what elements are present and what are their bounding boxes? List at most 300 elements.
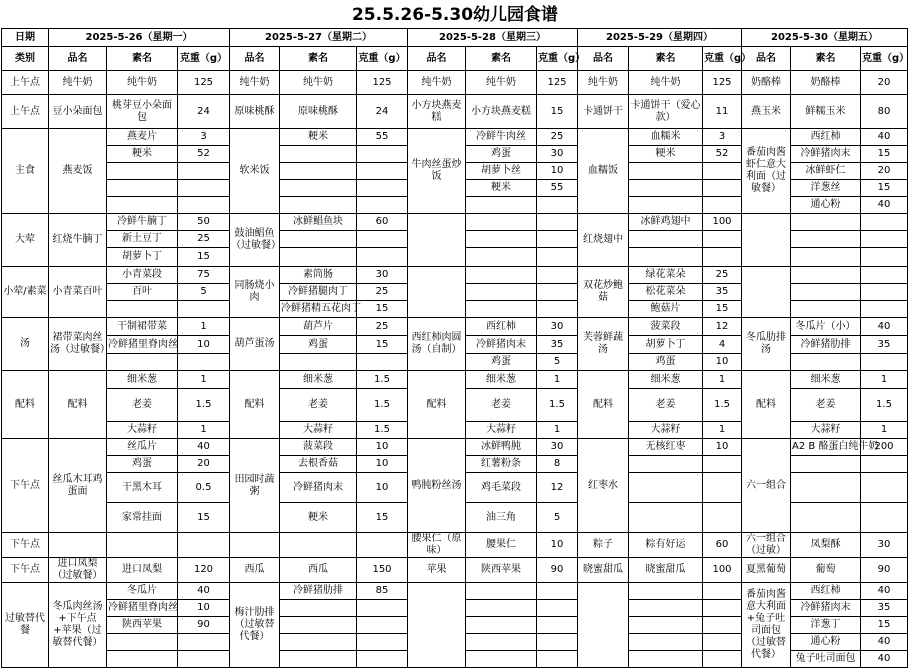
empty-cell: [537, 634, 578, 651]
empty-cell: [629, 197, 703, 214]
ingredient-weight: 50: [178, 214, 230, 231]
empty-cell: [791, 354, 861, 371]
ingredient-weight: 90: [861, 558, 908, 583]
ingredient-weight: 1: [178, 422, 230, 439]
empty-cell: [178, 651, 230, 668]
empty-cell: [861, 231, 908, 248]
dish-name: 配料: [578, 371, 629, 439]
day-header: 2025-5-30（星期五）: [742, 29, 908, 47]
ingredient-weight: 30: [861, 533, 908, 558]
dish-name: 血糯饭: [578, 129, 629, 214]
dish-column-header: 品名: [742, 47, 791, 71]
ingredient-weight: 125: [703, 71, 742, 95]
empty-cell: [703, 634, 742, 651]
empty-cell: [861, 267, 908, 284]
dish-column-header: 品名: [408, 47, 466, 71]
meal-category: 大荤: [2, 214, 49, 267]
ingredient-weight: 150: [357, 558, 408, 583]
ingredient-weight: 90: [178, 617, 230, 634]
empty-cell: [791, 503, 861, 533]
ingredient-name: 粽有好运: [629, 533, 703, 558]
empty-cell: [357, 163, 408, 180]
ingredient-weight: 10: [357, 473, 408, 503]
empty-cell: [791, 267, 861, 284]
ingredient-name: 冷鲜猪肉末: [791, 600, 861, 617]
ingredient-weight: 1.5: [357, 389, 408, 422]
ingredient-weight: 24: [357, 95, 408, 129]
empty-cell: [357, 617, 408, 634]
ingredient-name: 细米葱: [466, 371, 537, 389]
empty-cell: [107, 354, 178, 371]
ingredient-name: 老姜: [629, 389, 703, 422]
day-header: 2025-5-29（星期四）: [578, 29, 742, 47]
meal-category: 下午点: [2, 533, 49, 558]
ingredient-name: A2 B 酪蛋白纯牛奶: [791, 439, 861, 456]
empty-cell: [107, 197, 178, 214]
ingredient-name: 老姜: [107, 389, 178, 422]
ingredient-weight: 30: [537, 146, 578, 163]
ingredient-weight: 10: [703, 354, 742, 371]
ingredient-weight: 40: [861, 634, 908, 651]
empty-cell: [861, 456, 908, 473]
weight-column-header: 克重（g）: [703, 47, 742, 71]
dish-column-header: 品名: [230, 47, 280, 71]
dish-name: 西红柿肉圆汤（自制）: [408, 318, 466, 371]
ingredient-weight: 20: [178, 456, 230, 473]
ingredient-name: 陕西苹果: [466, 558, 537, 583]
ingredient-name: 冰鲜虾仁: [791, 163, 861, 180]
ingredient-name: 粳米: [466, 180, 537, 197]
empty-cell: [537, 301, 578, 318]
dish-name: 冬瓜肉丝汤+下午点+苹果（过敏替代餐）: [49, 583, 107, 668]
empty-cell: [280, 248, 357, 267]
ingredient-name: 兔子吐司面包: [791, 651, 861, 668]
weight-column-header: 克重（g）: [178, 47, 230, 71]
ingredient-name: 粳米: [280, 503, 357, 533]
ingredient-name: 鲍菇片: [629, 301, 703, 318]
ingredient-weight: 1: [861, 371, 908, 389]
empty-cell: [791, 456, 861, 473]
ingredient-name: 素筒肠: [280, 267, 357, 284]
empty-cell: [703, 456, 742, 473]
table-row: [2, 71, 908, 95]
ingredient-name: 细米葱: [280, 371, 357, 389]
ingredient-name: 鸡蛋: [629, 354, 703, 371]
empty-cell: [629, 163, 703, 180]
empty-cell: [861, 248, 908, 267]
ingredient-name: 奶酪棒: [791, 71, 861, 95]
ingredient-weight: 10: [357, 456, 408, 473]
ingredient-weight: 15: [178, 503, 230, 533]
ingredient-name: 冰鲜鸭肫: [466, 439, 537, 456]
ingredient-weight: 1: [703, 371, 742, 389]
ingredient-weight: 30: [537, 318, 578, 336]
ingredient-weight: 40: [178, 439, 230, 456]
ingredient-name: 大蒜籽: [107, 422, 178, 439]
empty-cell: [629, 248, 703, 267]
weight-column-header: 克重（g）: [537, 47, 578, 71]
empty-cell: [629, 180, 703, 197]
dish-name: 同肠烧小肉: [230, 267, 280, 318]
empty-cell: [466, 600, 537, 617]
empty-cell: [703, 248, 742, 267]
ingredient-column-header: 素名: [466, 47, 537, 71]
ingredient-weight: 100: [703, 558, 742, 583]
ingredient-weight: 15: [861, 180, 908, 197]
empty-cell: [703, 197, 742, 214]
meal-category: 汤: [2, 318, 49, 371]
table-row: [2, 371, 908, 389]
empty-cell: [703, 473, 742, 503]
empty-cell: [861, 301, 908, 318]
ingredient-weight: 5: [537, 503, 578, 533]
ingredient-weight: 1.5: [703, 389, 742, 422]
ingredient-weight: 1.5: [357, 371, 408, 389]
empty-cell: [703, 180, 742, 197]
ingredient-weight: 25: [703, 267, 742, 284]
ingredient-weight: 1: [178, 371, 230, 389]
ingredient-name: 红薯粉条: [466, 456, 537, 473]
ingredient-name: 西瓜: [280, 558, 357, 583]
ingredient-weight: 1: [537, 371, 578, 389]
ingredient-weight: 40: [178, 583, 230, 600]
empty-cell: [537, 651, 578, 668]
empty-cell: [107, 634, 178, 651]
empty-cell: [537, 214, 578, 231]
dish-name: 田园时蔬粥: [230, 439, 280, 533]
empty-cell: [280, 533, 357, 558]
ingredient-name: 细米葱: [791, 371, 861, 389]
ingredient-weight: 15: [703, 301, 742, 318]
ingredient-name: 西红柿: [466, 318, 537, 336]
dish-name: 红烧牛腩丁: [49, 214, 107, 267]
ingredient-name: 腰果仁: [466, 533, 537, 558]
ingredient-name: 老姜: [280, 389, 357, 422]
dish-name: 原味桃酥: [230, 95, 280, 129]
ingredient-weight: 1: [178, 318, 230, 336]
empty-cell: [107, 651, 178, 668]
ingredient-weight: 8: [537, 456, 578, 473]
empty-cell: [107, 533, 178, 558]
ingredient-name: 百叶: [107, 284, 178, 301]
dish-name: 六一组合（过敏）: [742, 533, 791, 558]
date-label: 日期: [2, 29, 49, 47]
ingredient-weight: 25: [357, 318, 408, 336]
empty-cell: [629, 231, 703, 248]
ingredient-weight: 20: [861, 163, 908, 180]
dish-name: 双花炒鲍菇: [578, 267, 629, 318]
ingredient-weight: 12: [703, 318, 742, 336]
empty-cell: [861, 354, 908, 371]
ingredient-name: 新土豆丁: [107, 231, 178, 248]
empty-cell: [466, 248, 537, 267]
dish-name: 配料: [742, 371, 791, 439]
ingredient-name: 冷鲜牛腩丁: [107, 214, 178, 231]
empty-cell: [629, 634, 703, 651]
ingredient-weight: 1: [703, 422, 742, 439]
ingredient-weight: 40: [861, 197, 908, 214]
empty-cell: [466, 267, 537, 284]
dish-name: 晓蜜甜瓜: [578, 558, 629, 583]
dish-name: 纯牛奶: [578, 71, 629, 95]
ingredient-name: 小方块燕麦糕: [466, 95, 537, 129]
dish-name: 丝瓜木耳鸡蛋面: [49, 439, 107, 533]
dish-name: 软米饭: [230, 129, 280, 214]
dish-name: 番茄肉酱虾仁意大利面（过敏餐）: [742, 129, 791, 214]
empty-cell: [466, 617, 537, 634]
ingredient-weight: 80: [861, 95, 908, 129]
dish-name: 六一组合: [742, 439, 791, 533]
dish-name: [578, 583, 629, 668]
ingredient-weight: 3: [703, 129, 742, 146]
dish-name: 番茄肉酱意大利面+兔子吐司面包（过敏替代餐）: [742, 583, 791, 668]
empty-cell: [107, 301, 178, 318]
ingredient-name: 晓蜜甜瓜: [629, 558, 703, 583]
ingredient-weight: 10: [703, 439, 742, 456]
ingredient-name: 干黑木耳: [107, 473, 178, 503]
dish-name: 红烧翅中: [578, 214, 629, 267]
empty-cell: [280, 354, 357, 371]
ingredient-name: 小青菜段: [107, 267, 178, 284]
dish-name: 纯牛奶: [230, 71, 280, 95]
empty-cell: [537, 231, 578, 248]
ingredient-name: 葫芦片: [280, 318, 357, 336]
ingredient-weight: 15: [861, 146, 908, 163]
page-title: 25.5.26-5.30幼儿园食谱: [351, 5, 559, 25]
empty-cell: [703, 617, 742, 634]
empty-cell: [357, 634, 408, 651]
table-row: [2, 267, 908, 284]
dish-name: 腰果仁（原味）: [408, 533, 466, 558]
dish-name: [408, 583, 466, 668]
empty-cell: [629, 617, 703, 634]
ingredient-weight: 4: [703, 336, 742, 354]
ingredient-weight: 10: [178, 336, 230, 354]
ingredient-weight: 15: [357, 301, 408, 318]
empty-cell: [357, 146, 408, 163]
ingredient-name: 冰鲜鸡翅中: [629, 214, 703, 231]
ingredient-name: 洋葱丁: [791, 617, 861, 634]
ingredient-name: 冷鲜猪腿肉丁: [280, 284, 357, 301]
empty-cell: [466, 634, 537, 651]
ingredient-weight: 1.5: [357, 422, 408, 439]
dish-name: [230, 533, 280, 558]
empty-cell: [861, 284, 908, 301]
dish-name: [742, 214, 791, 267]
ingredient-name: 冷鲜猪里脊肉丝: [107, 336, 178, 354]
dish-name: 梅汁肋排（过敏替代餐）: [230, 583, 280, 668]
meal-category: 配料: [2, 371, 49, 439]
empty-cell: [791, 214, 861, 231]
empty-cell: [107, 163, 178, 180]
ingredient-name: 老姜: [791, 389, 861, 422]
ingredient-weight: 200: [861, 439, 908, 456]
empty-cell: [861, 473, 908, 503]
empty-cell: [357, 651, 408, 668]
dish-name: 奶酪棒: [742, 71, 791, 95]
ingredient-name: 陕西苹果: [107, 617, 178, 634]
ingredient-name: 血糯米: [629, 129, 703, 146]
dish-name: 裙带菜肉丝汤（过敏餐）: [49, 318, 107, 371]
dish-name: [742, 267, 791, 318]
empty-cell: [537, 197, 578, 214]
ingredient-name: 冷鲜猪肉末: [466, 336, 537, 354]
ingredient-name: 凤梨酥: [791, 533, 861, 558]
empty-cell: [357, 533, 408, 558]
dish-name: 纯牛奶: [49, 71, 107, 95]
dish-name: 葫芦蛋汤: [230, 318, 280, 371]
ingredient-name: 西红柿: [791, 583, 861, 600]
empty-cell: [280, 600, 357, 617]
dish-name: 西瓜: [230, 558, 280, 583]
day-header: 2025-5-27（星期二）: [230, 29, 408, 47]
ingredient-name: 原味桃酥: [280, 95, 357, 129]
ingredient-weight: 1: [537, 422, 578, 439]
dish-name: 小青菜百叶: [49, 267, 107, 318]
empty-cell: [537, 583, 578, 600]
ingredient-weight: 10: [178, 600, 230, 617]
ingredient-name: 绿花菜朵: [629, 267, 703, 284]
empty-cell: [178, 354, 230, 371]
ingredient-name: 冷鲜猪里脊肉丝: [107, 600, 178, 617]
ingredient-name: 通心粉: [791, 634, 861, 651]
ingredient-name: 干制裙带菜: [107, 318, 178, 336]
ingredient-weight: 30: [357, 267, 408, 284]
table-row: [2, 583, 908, 600]
ingredient-weight: 60: [703, 533, 742, 558]
dish-name: 鸭肫粉丝汤: [408, 439, 466, 533]
weight-column-header: 克重（g）: [357, 47, 408, 71]
ingredient-name: 西红柿: [791, 129, 861, 146]
empty-cell: [178, 163, 230, 180]
empty-cell: [357, 180, 408, 197]
empty-cell: [629, 456, 703, 473]
ingredient-name: 纯牛奶: [466, 71, 537, 95]
ingredient-column-header: 素名: [107, 47, 178, 71]
ingredient-name: 纯牛奶: [280, 71, 357, 95]
empty-cell: [178, 197, 230, 214]
meal-category: 下午点: [2, 439, 49, 533]
ingredient-name: 大蒜籽: [791, 422, 861, 439]
ingredient-weight: 40: [861, 318, 908, 336]
ingredient-weight: 40: [861, 129, 908, 146]
empty-cell: [357, 248, 408, 267]
empty-cell: [357, 197, 408, 214]
ingredient-weight: 5: [537, 354, 578, 371]
dish-name: 苹果: [408, 558, 466, 583]
empty-cell: [280, 617, 357, 634]
ingredient-name: 冬瓜片（小）: [791, 318, 861, 336]
empty-cell: [280, 163, 357, 180]
empty-cell: [703, 583, 742, 600]
ingredient-weight: 12: [537, 473, 578, 503]
ingredient-weight: 1.5: [861, 389, 908, 422]
ingredient-weight: 100: [703, 214, 742, 231]
ingredient-name: 老姜: [466, 389, 537, 422]
empty-cell: [280, 180, 357, 197]
empty-cell: [703, 600, 742, 617]
ingredient-name: 燕麦片: [107, 129, 178, 146]
ingredient-name: 菠菜段: [629, 318, 703, 336]
ingredient-name: 纯牛奶: [629, 71, 703, 95]
empty-cell: [107, 180, 178, 197]
ingredient-weight: 3: [178, 129, 230, 146]
empty-cell: [466, 231, 537, 248]
ingredient-weight: 55: [357, 129, 408, 146]
empty-cell: [466, 651, 537, 668]
empty-cell: [629, 583, 703, 600]
ingredient-weight: 25: [537, 129, 578, 146]
ingredient-name: 鸡蛋: [107, 456, 178, 473]
ingredient-name: 粳米: [280, 129, 357, 146]
table-row: [2, 439, 908, 456]
ingredient-weight: 10: [537, 533, 578, 558]
empty-cell: [703, 651, 742, 668]
ingredient-weight: 125: [178, 71, 230, 95]
meal-category: 主食: [2, 129, 49, 214]
menu-table: [1, 28, 908, 668]
empty-cell: [629, 651, 703, 668]
ingredient-name: 松花菜朵: [629, 284, 703, 301]
dish-name: 燕玉米: [742, 95, 791, 129]
empty-cell: [466, 583, 537, 600]
dish-name: 红枣水: [578, 439, 629, 533]
ingredient-weight: 75: [178, 267, 230, 284]
ingredient-name: 菠菜段: [280, 439, 357, 456]
dish-name: [408, 214, 466, 267]
ingredient-weight: 11: [703, 95, 742, 129]
meal-category: 下午点: [2, 558, 49, 583]
ingredient-weight: 1.5: [537, 389, 578, 422]
ingredient-column-header: 素名: [629, 47, 703, 71]
ingredient-weight: 20: [861, 71, 908, 95]
ingredient-weight: 15: [357, 336, 408, 354]
ingredient-weight: 40: [861, 651, 908, 668]
meal-category: 上午点: [2, 71, 49, 95]
ingredient-weight: 60: [357, 214, 408, 231]
ingredient-name: 桃芽豆小朵面包: [107, 95, 178, 129]
ingredient-name: 葡萄: [791, 558, 861, 583]
ingredient-weight: 40: [861, 583, 908, 600]
ingredient-name: 进口凤梨: [107, 558, 178, 583]
empty-cell: [357, 354, 408, 371]
ingredient-name: 无核红枣: [629, 439, 703, 456]
ingredient-name: 胡萝卜丁: [107, 248, 178, 267]
empty-cell: [357, 231, 408, 248]
ingredient-name: 去根香菇: [280, 456, 357, 473]
ingredient-weight: 1: [861, 422, 908, 439]
empty-cell: [280, 634, 357, 651]
dish-name: 牛肉丝蛋炒饭: [408, 129, 466, 214]
empty-cell: [629, 600, 703, 617]
empty-cell: [537, 617, 578, 634]
meal-category: 过敏替代餐: [2, 583, 49, 668]
ingredient-weight: 52: [178, 146, 230, 163]
ingredient-weight: 125: [357, 71, 408, 95]
dish-name: 鼓油鲳鱼（过敏餐）: [230, 214, 280, 267]
empty-cell: [791, 301, 861, 318]
ingredient-name: 通心粉: [791, 197, 861, 214]
ingredient-name: 细米葱: [629, 371, 703, 389]
empty-cell: [466, 284, 537, 301]
ingredient-name: 冷鲜猪肋排: [791, 336, 861, 354]
dish-name: 配料: [408, 371, 466, 439]
day-header: 2025-5-28（星期三）: [408, 29, 578, 47]
empty-cell: [357, 600, 408, 617]
ingredient-weight: 35: [861, 600, 908, 617]
ingredient-name: 纯牛奶: [107, 71, 178, 95]
empty-cell: [280, 146, 357, 163]
